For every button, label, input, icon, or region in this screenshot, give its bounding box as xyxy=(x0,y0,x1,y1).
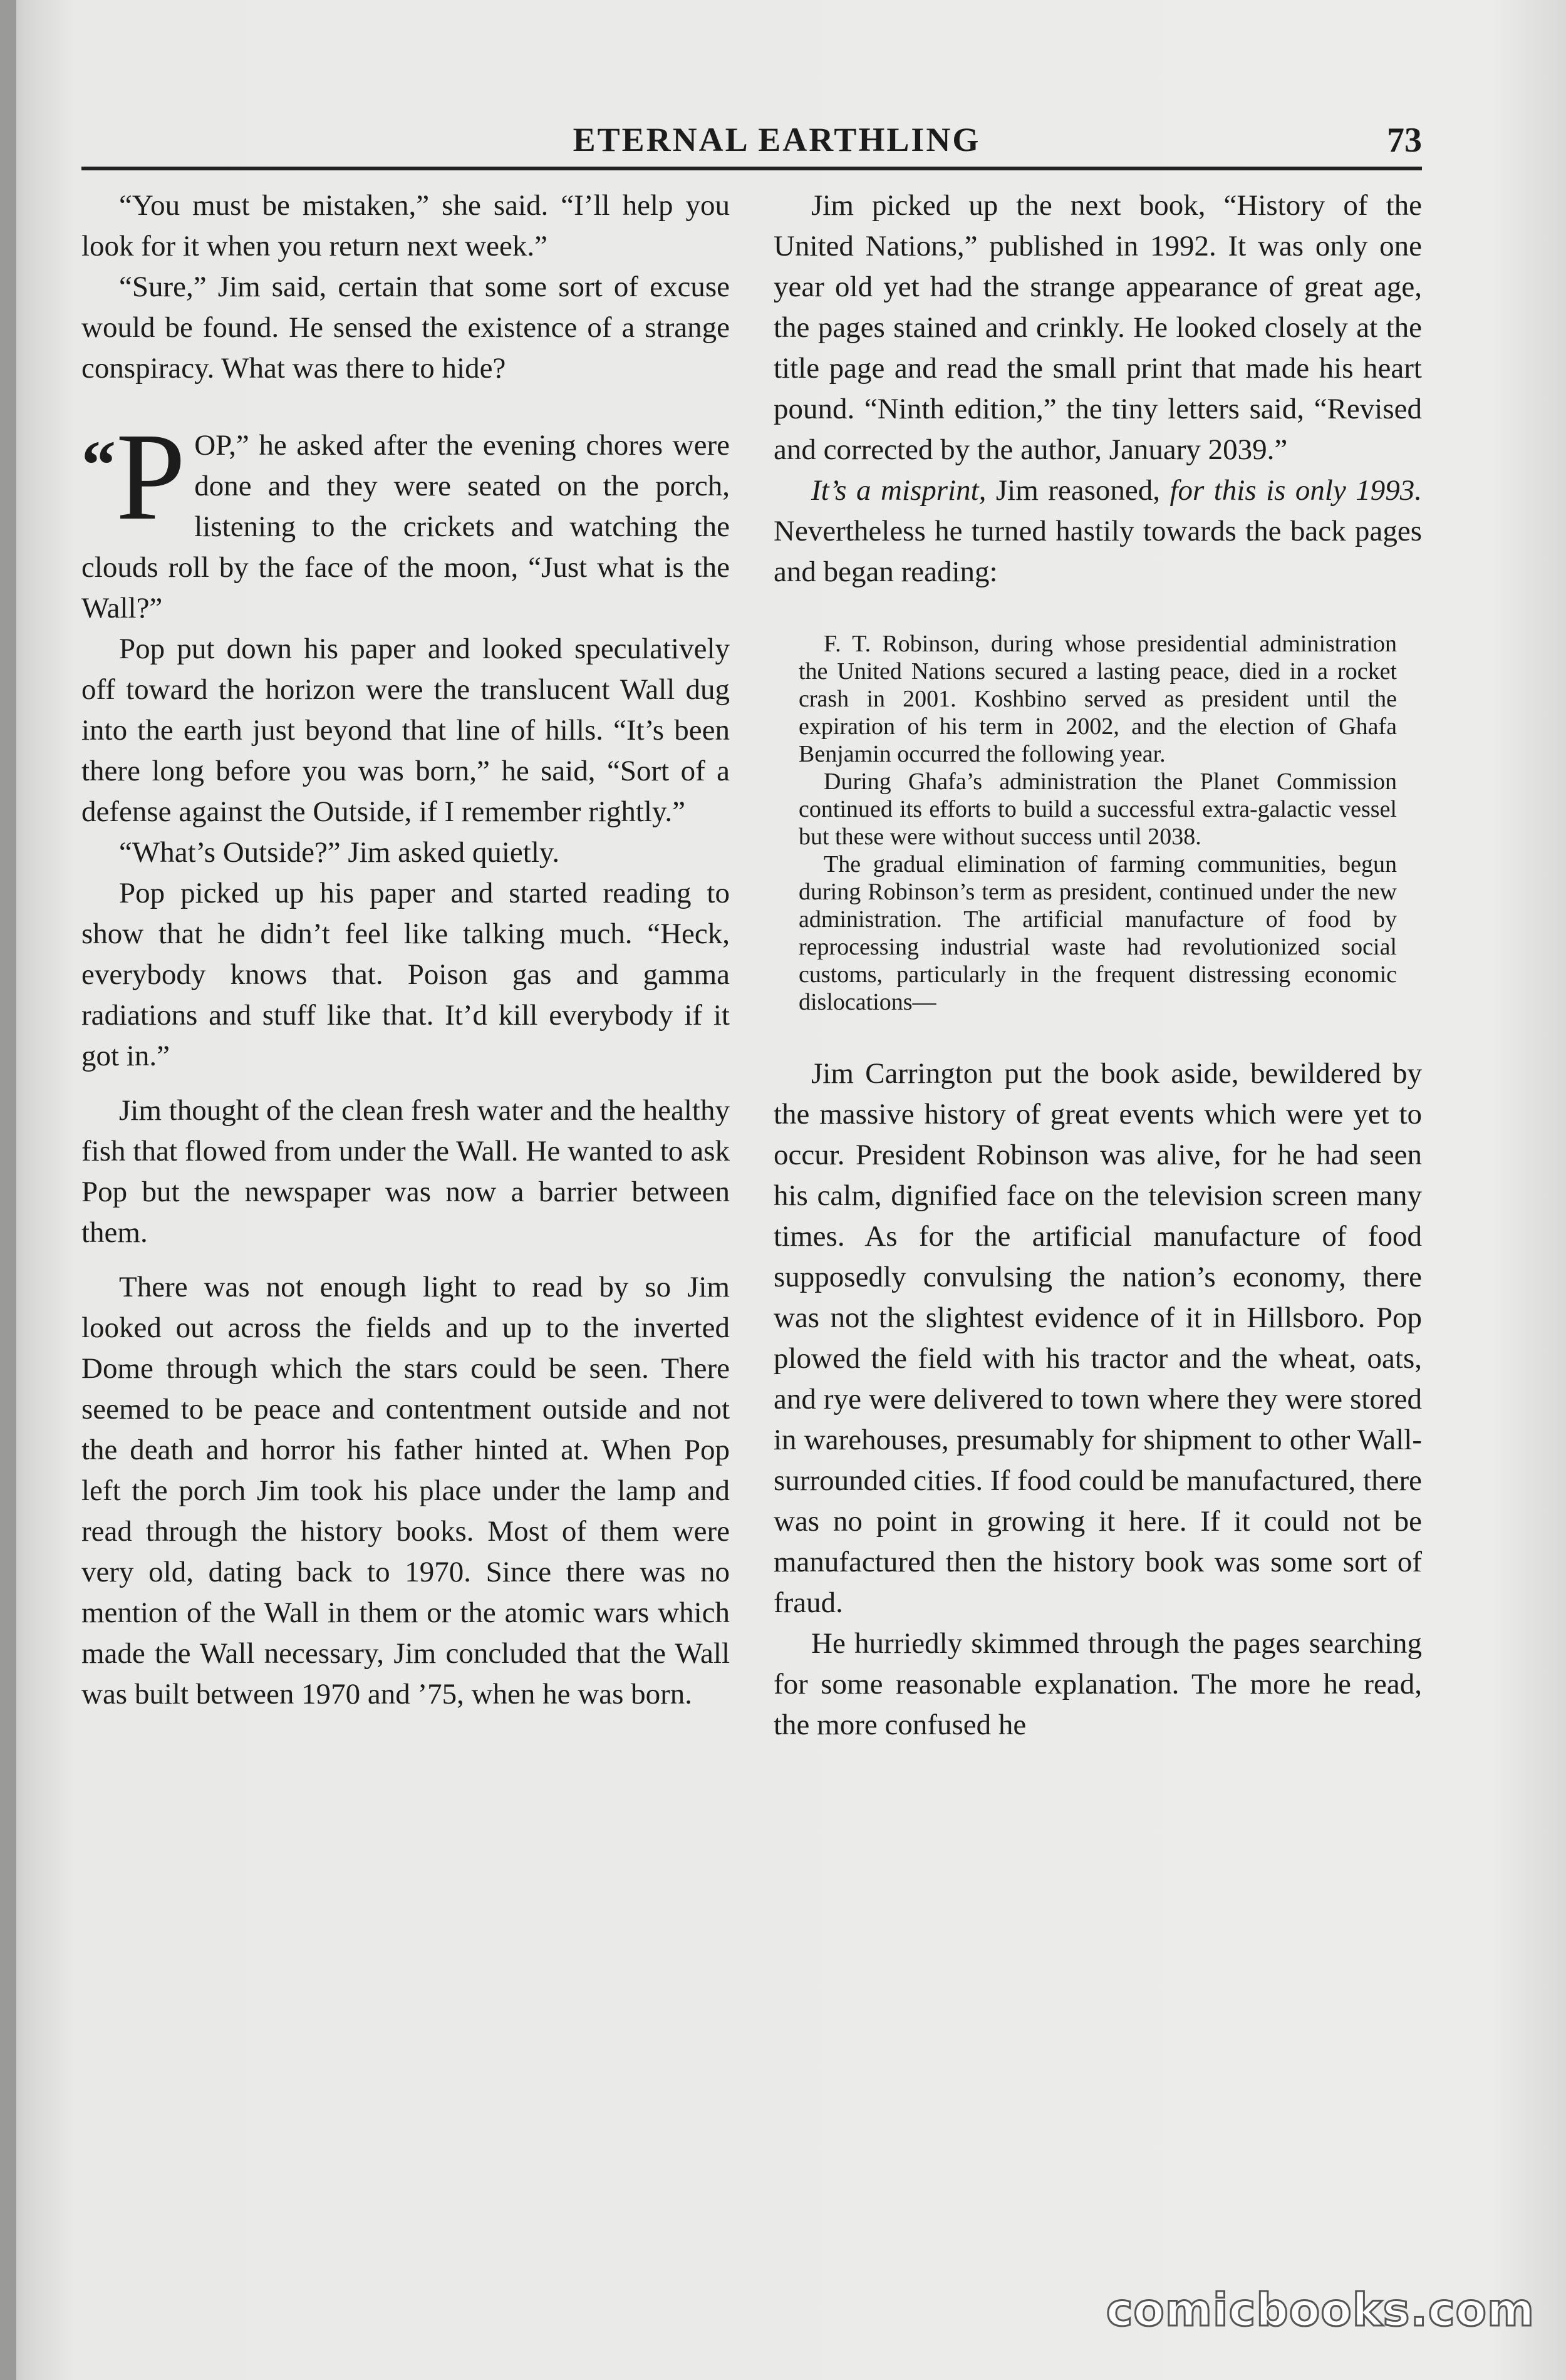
excerpt-paragraph: The gradual elimination of farming communities, begun during Robinson’s term as president, continued under the new administration. The artificial manufacture of food by reprocessing industrial waste had revolutionized social customs, particularly in the frequent distressing economic dislocations— xyxy=(799,851,1397,1015)
excerpt-paragraph: F. T. Robinson, during whose presidential administration the United Nations secured a lasting peace, died in a rocket crash in 2001. Koshbino served as president until the expiration of his term in 2002, and the election of Ghafa Benjamin occurred the following year. xyxy=(799,631,1397,767)
drop-cap-letter: P xyxy=(116,408,186,546)
paragraph: “You must be mistaken,” she said. “I’ll help you look for it when you return next week.” xyxy=(81,189,730,262)
paragraph: Pop picked up his paper and started reading to show that he didn’t feel like talking much. “Heck, everybody knows that. Poison gas and gamma radiations and stuff like that. It’d kill everybody if it got in.” xyxy=(81,877,730,1072)
dropcap-paragraph xyxy=(81,408,730,629)
excerpt-paragraph: During Ghafa’s administration the Planet Commission continued its efforts to build a successful extra-galactic vessel but these were without success until 2038. xyxy=(799,768,1397,850)
right-column xyxy=(774,185,1422,1746)
quoted-excerpt xyxy=(799,630,1397,1016)
paragraph: Jim Carrington put the book aside, bewildered by the massive history of great events which were yet to occur. President Robinson was alive, for he had seen his calm, dignified face on the television screen many times. As for the artificial manufacture of food supposedly convulsing the nation’s economy, there was not the slightest evidence of it in Hillsboro. Pop plowed the field with his tractor and the wheat, oats, and rye were delivered to town where they were stored in warehouses, presumably for shipment to other Wall-surrounded cities. If food could be manufactured, there was no point in growing it here. If it could not be manufactured then the history book was some sort of fraud. xyxy=(774,1057,1422,1619)
page-spine-shadow xyxy=(0,0,16,2380)
paragraph: Jim picked up the next book, “History of the United Nations,” published in 1992. It was only one year old yet had the strange appearance of great age, the pages stained and crinkly. He looked closely at the title page and read the small print that made his heart pound. “Ninth edition,” the tiny letters said, “Revised and corrected by the author, January 2039.” xyxy=(774,189,1422,466)
page-header xyxy=(81,120,1422,169)
paragraph: “What’s Outside?” Jim asked quietly. xyxy=(119,836,560,869)
page-number: 73 xyxy=(1387,121,1422,160)
left-column xyxy=(81,185,730,1715)
plain-text: Jim reasoned, xyxy=(986,474,1170,507)
paragraph: Jim thought of the clean fresh water and the healthy fish that flowed from under the Wall. He wanted to ask Pop but the newspaper was now a barrier between them. xyxy=(81,1094,730,1249)
plain-text: Nevertheless he turned hastily towards the back pages and began reading: xyxy=(774,515,1422,588)
running-title: ETERNAL EARTHLING xyxy=(573,121,981,158)
paragraph: “Sure,” Jim said, certain that some sort of excuse would be found. He sensed the existence of a strange conspiracy. What was there to hide? xyxy=(81,271,730,385)
paragraph: Pop put down his paper and looked speculatively off toward the horizon were the translucent Wall dug into the earth just beyond that line of hills. “It’s been there long before you was born,” he said, “Sort of a defense against the Outside, if I remember rightly.” xyxy=(81,633,730,828)
italic-text: It’s a misprint, xyxy=(811,474,987,507)
paragraph: There was not enough light to read by so Jim looked out across the fields and up to the inverted Dome through which the stars could be seen. There seemed to be peace and contentment outside and not the death and horror his father hinted at. When Pop left the porch Jim took his place under the lamp and read through the history books. Most of them were very old, dating back to 1970. Since there was no mention of the Wall in them or the atomic wars which made the Wall necessary, Jim concluded that the Wall was built between 1970 and ’75, when he was born. xyxy=(81,1271,730,1710)
drop-quote-mark: “ xyxy=(81,427,116,503)
paragraph-with-italics xyxy=(774,470,1422,592)
watermark-logo: comicbooks.com xyxy=(1106,2284,1535,2336)
dropcap-text: OP,” he asked after the evening chores were done and they were seated on the porch, listening to the crickets and watching the clouds roll by the face of the moon, “Just what is the Wall?” xyxy=(81,429,730,624)
paragraph: He hurriedly skimmed through the pages searching for some reasonable explanation. The more he read, the more confused he xyxy=(774,1627,1422,1741)
header-rule xyxy=(81,167,1422,170)
italic-text: for this is only 1993. xyxy=(1169,474,1422,507)
